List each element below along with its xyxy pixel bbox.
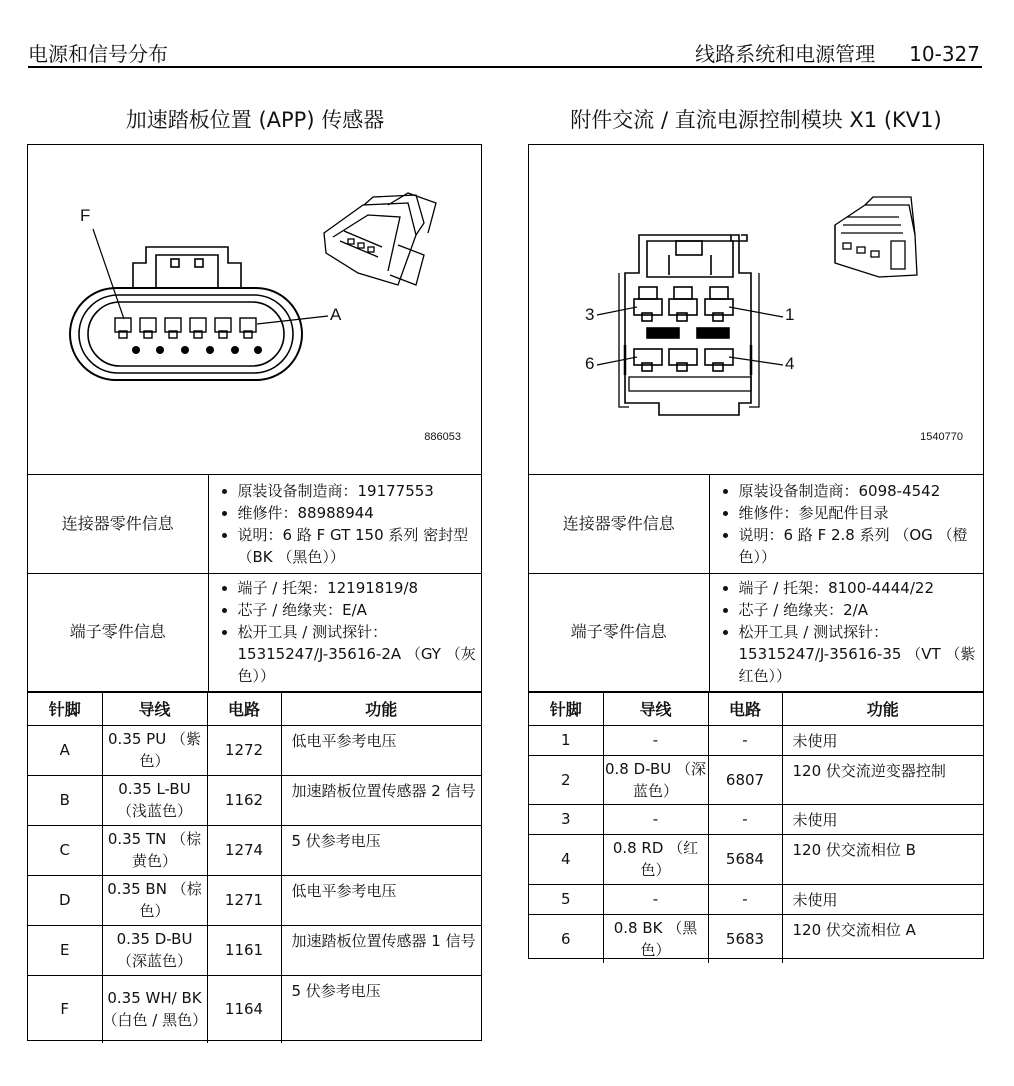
page-number: 10-327: [909, 42, 980, 66]
list-item: • 松开工具 / 测试探针：15315247/J-35616-35 （VT （紫红色））: [739, 621, 979, 687]
connector-info-row: [28, 475, 481, 573]
figure-number: 886053: [424, 431, 461, 443]
pin-cell: D: [28, 875, 102, 925]
pin-cell: 2: [529, 755, 603, 804]
pin-cell: 1: [529, 725, 603, 755]
function-cell: 加速踏板位置传感器 1 信号: [281, 925, 481, 975]
column-header-wire: 导线: [603, 692, 708, 725]
circuit-cell: 1274: [207, 825, 281, 875]
table-row: [28, 875, 481, 925]
list-item: • 维修件：88988944: [238, 502, 477, 524]
terminal-info-label: 端子零件信息: [28, 573, 208, 691]
circuit-cell: 1161: [207, 925, 281, 975]
right-panel: [528, 144, 984, 959]
table-row: [529, 725, 983, 755]
wire-cell: 0.35 D-BU （深蓝色）: [102, 925, 207, 975]
left-part-info-table: [28, 475, 481, 692]
list-item: • 松开工具 / 测试探针：15315247/J-35616-2A （GY （灰色））: [238, 621, 477, 687]
pin-cell: E: [28, 925, 102, 975]
pin-cell: 3: [529, 804, 603, 834]
kv1-connector-icon: [529, 145, 983, 474]
wire-cell: -: [603, 725, 708, 755]
wire-cell: 0.35 PU （紫色）: [102, 725, 207, 775]
column-header-function: 功能: [281, 692, 481, 725]
table-row: [28, 825, 481, 875]
right-part-info-table: [529, 475, 983, 692]
circuit-cell: 5684: [708, 834, 782, 884]
list-item: • 端子 / 托架：8100-4444/22: [739, 577, 979, 599]
function-cell: 低电平参考电压: [281, 725, 481, 775]
pin-cell: 5: [529, 884, 603, 914]
list-item: • 维修件：参见配件目录: [739, 502, 979, 524]
wire-cell: 0.8 BK （黑色）: [603, 914, 708, 963]
wire-cell: 0.35 BN （棕色）: [102, 875, 207, 925]
column-header-wire: 导线: [102, 692, 207, 725]
function-cell: 120 伏交流相位 A: [782, 914, 983, 963]
figure-number: 1540770: [920, 431, 963, 443]
header-section: 电源和信号分布: [28, 42, 168, 66]
connector-info-label: 连接器零件信息: [28, 475, 208, 573]
terminal-info-cell: [709, 573, 983, 691]
circuit-cell: 5683: [708, 914, 782, 963]
table-row: [28, 775, 481, 825]
callout-label-6: 6: [585, 354, 595, 373]
function-cell: 120 伏交流逆变器控制: [782, 755, 983, 804]
left-pinout-table: [28, 692, 481, 1044]
connector-info-label: 连接器零件信息: [529, 475, 709, 573]
right-title: 附件交流 / 直流电源控制模块 X1 (KV1): [570, 108, 942, 132]
wire-cell: 0.35 TN （棕黄色）: [102, 825, 207, 875]
callout-label-1: 1: [785, 305, 795, 324]
table-row: [529, 834, 983, 884]
wire-cell: 0.35 WH/ BK （白色 / 黑色）: [102, 975, 207, 1043]
pin-cell: C: [28, 825, 102, 875]
right-figure: [529, 145, 983, 475]
circuit-cell: 1272: [207, 725, 281, 775]
table-row: [28, 925, 481, 975]
circuit-cell: -: [708, 804, 782, 834]
wire-cell: -: [603, 884, 708, 914]
table-row: [529, 914, 983, 963]
list-item: • 说明：6 路 F GT 150 系列 密封型 （BK （黑色））: [238, 524, 477, 568]
app-sensor-connector-icon: [28, 145, 481, 474]
header-chapter: 线路系统和电源管理: [695, 42, 876, 66]
function-cell: 未使用: [782, 725, 983, 755]
function-cell: 5 伏参考电压: [281, 975, 481, 1043]
list-item: • 说明：6 路 F 2.8 系列 （OG （橙色））: [739, 524, 979, 568]
circuit-cell: 1271: [207, 875, 281, 925]
list-item: • 原装设备制造商：6098-4542: [739, 480, 979, 502]
column-header-pin: 针脚: [28, 692, 102, 725]
table-row: [28, 975, 481, 1043]
wire-cell: 0.8 D-BU （深蓝色）: [603, 755, 708, 804]
terminal-info-label: 端子零件信息: [529, 573, 709, 691]
column-header-circuit: 电路: [708, 692, 782, 725]
left-title: 加速踏板位置 (APP) 传感器: [125, 108, 385, 132]
connector-info-row: [529, 475, 983, 573]
callout-label-a: A: [330, 305, 342, 324]
circuit-cell: -: [708, 725, 782, 755]
function-cell: 低电平参考电压: [281, 875, 481, 925]
column-header-function: 功能: [782, 692, 983, 725]
right-pinout-table: [529, 692, 983, 964]
table-row: [529, 804, 983, 834]
wire-cell: -: [603, 804, 708, 834]
table-header-row: [28, 692, 481, 725]
pin-cell: B: [28, 775, 102, 825]
callout-label-4: 4: [785, 354, 795, 373]
function-cell: 120 伏交流相位 B: [782, 834, 983, 884]
wire-cell: 0.8 RD （红色）: [603, 834, 708, 884]
table-row: [529, 884, 983, 914]
terminal-info-row: [28, 573, 481, 691]
terminal-info-row: [529, 573, 983, 691]
circuit-cell: -: [708, 884, 782, 914]
circuit-cell: 1162: [207, 775, 281, 825]
function-cell: 5 伏参考电压: [281, 825, 481, 875]
wire-cell: 0.35 L-BU （浅蓝色）: [102, 775, 207, 825]
header-rule: [28, 66, 982, 68]
table-header-row: [529, 692, 983, 725]
callout-label-3: 3: [585, 305, 595, 324]
pin-cell: F: [28, 975, 102, 1043]
pin-cell: 6: [529, 914, 603, 963]
connector-info-cell: [709, 475, 983, 573]
terminal-info-cell: [208, 573, 481, 691]
circuit-cell: 1164: [207, 975, 281, 1043]
list-item: • 芯子 / 绝缘夹：2/A: [739, 599, 979, 621]
header-right: [695, 38, 980, 67]
list-item: • 端子 / 托架：12191819/8: [238, 577, 477, 599]
callout-label-f: F: [80, 206, 91, 225]
left-panel: [27, 144, 482, 1041]
function-cell: 加速踏板位置传感器 2 信号: [281, 775, 481, 825]
table-row: [28, 725, 481, 775]
pin-cell: A: [28, 725, 102, 775]
pin-cell: 4: [529, 834, 603, 884]
function-cell: 未使用: [782, 804, 983, 834]
list-item: • 原装设备制造商：19177553: [238, 480, 477, 502]
left-figure: [28, 145, 481, 475]
list-item: • 芯子 / 绝缘夹：E/A: [238, 599, 477, 621]
column-header-circuit: 电路: [207, 692, 281, 725]
function-cell: 未使用: [782, 884, 983, 914]
column-header-pin: 针脚: [529, 692, 603, 725]
circuit-cell: 6807: [708, 755, 782, 804]
connector-info-cell: [208, 475, 481, 573]
table-row: [529, 755, 983, 804]
